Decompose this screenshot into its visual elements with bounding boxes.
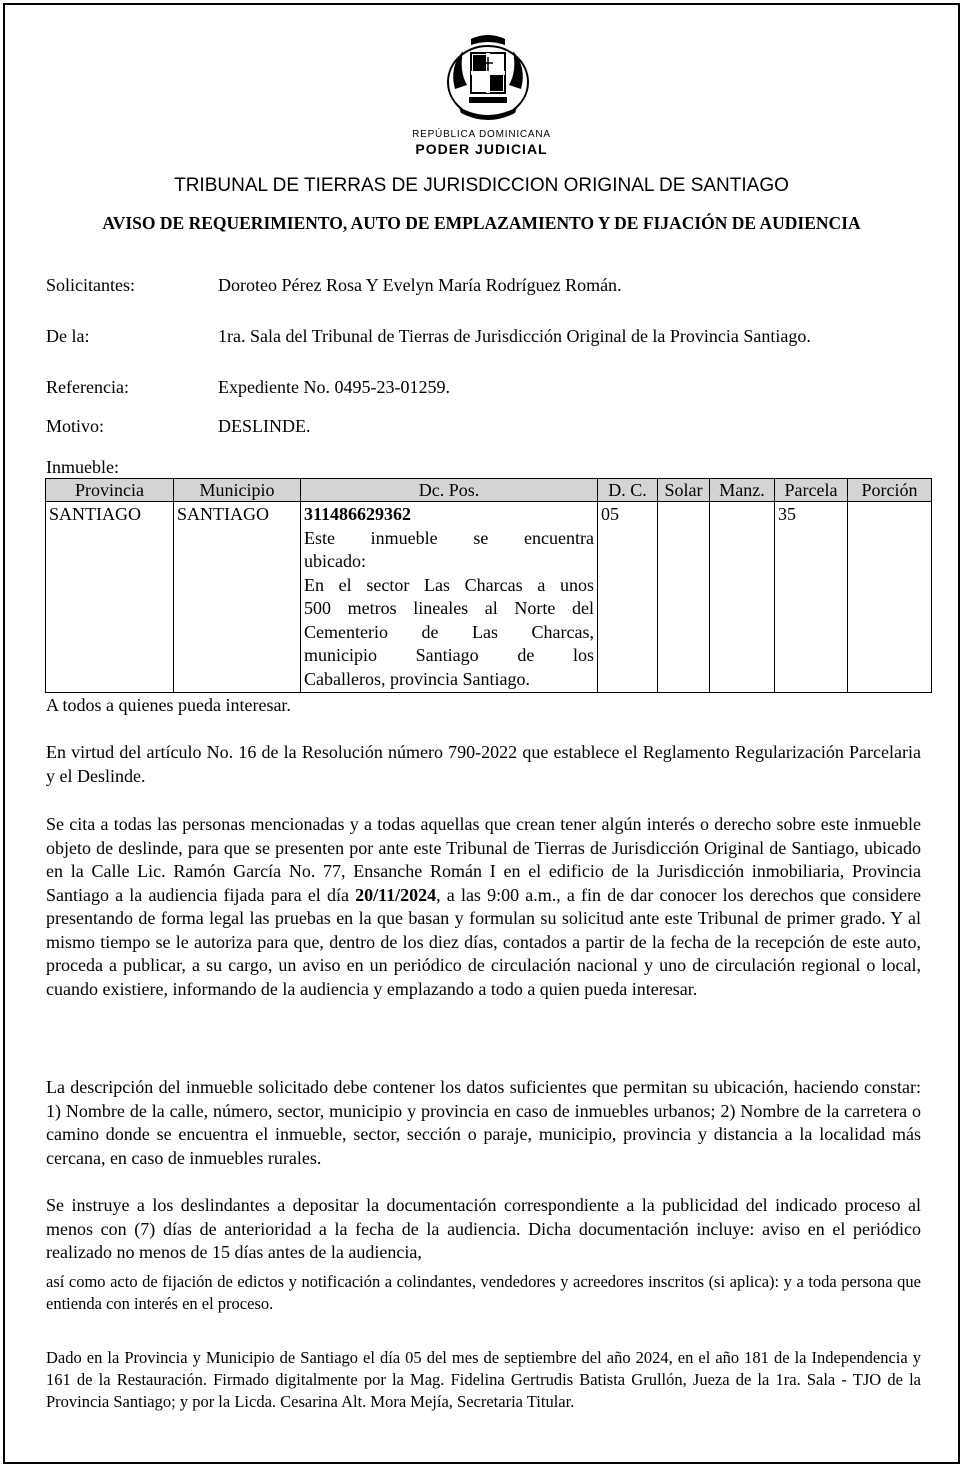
cell-manz xyxy=(710,502,775,693)
column-header: Porción xyxy=(848,479,932,502)
cell-provincia: SANTIAGO xyxy=(46,502,174,693)
cell-dc: 05 xyxy=(598,502,658,693)
field-label-de-la: De la: xyxy=(46,326,90,346)
column-header: Manz. xyxy=(710,479,775,502)
inmueble-table xyxy=(45,478,932,693)
column-header: Provincia xyxy=(46,479,174,502)
dc-pos-number: 311486629362 xyxy=(304,504,412,524)
column-header: Municipio xyxy=(174,479,301,502)
description-line: En el sector Las Charcas a unos xyxy=(304,574,594,595)
description-line: ubicado: xyxy=(304,551,366,571)
inmueble-label: Inmueble: xyxy=(46,457,119,477)
paragraph-citation xyxy=(46,813,921,1001)
column-header: Solar xyxy=(658,479,710,502)
column-header: D. C. xyxy=(598,479,658,502)
citation-text-end: , a las 9:00 a.m., a fin de dar conocer los derechos que considere presentando de forma legal las pruebas en la que basan y formulan su solicitud ante este Tribunal de primer grado. Y al mismo tiempo se le autoriza para que, dentro de los diez días, contados a partir de la fecha de la recepción de este auto, proceda a publicar, a su cargo, un aviso en un periódico de circulación nacional y uno de circulación regional o local, cuando existiere, informando de la audiencia y emplazando a todo a quien pueda interesar. xyxy=(46,884,922,999)
cell-municipio: SANTIAGO xyxy=(174,502,301,693)
notice-page xyxy=(3,3,960,1464)
cell-porcion xyxy=(848,502,932,693)
field-label-referencia: Referencia: xyxy=(46,377,129,397)
hearing-date: 20/11/2024 xyxy=(355,884,437,905)
tribunal-title: TRIBUNAL DE TIERRAS DE JURISDICCION ORIGINAL DE SANTIAGO xyxy=(174,175,789,196)
field-label-motivo: Motivo: xyxy=(46,416,105,436)
cell-dc-pos xyxy=(301,502,598,693)
cell-solar xyxy=(658,502,710,693)
field-value-motivo: DESLINDE. xyxy=(218,416,311,436)
description-line: Caballeros, provincia Santiago. xyxy=(304,668,530,689)
field-value-referencia: Expediente No. 0495-23-01259. xyxy=(218,377,450,397)
table-header-row xyxy=(46,479,932,502)
institution-name: PODER JUDICIAL xyxy=(415,141,548,157)
cell-parcela: 35 xyxy=(775,502,848,693)
paragraph-signature: Dado en la Provincia y Municipio de Santiago el día 05 del mes de septiembre del año 2024, en el año 181 de la Independencia y 161 de la Restauración. Firmado digitalmente por la Mag. Fidelina Gertrudis Batista Grullón, Jueza de la 1ra. Sala - TJO de la Provincia Santiago; y por la Licda. Cesarina Alt. Mora Mejía, Secretaria Titular. xyxy=(46,1348,921,1411)
notice-title: AVISO DE REQUERIMIENTO, AUTO DE EMPLAZAMIENTO Y DE FIJACIÓN DE AUDIENCIA xyxy=(102,213,861,233)
column-header: Parcela xyxy=(775,479,848,502)
paragraph-description-requirements: La descripción del inmueble solicitado debe contener los datos suficientes que permitan su ubicación, haciendo constar: 1) Nombre de la calle, número, sector, municipio y provincia en caso de inmuebles urbanos; 2) Nombre de la carretera o camino donde se encuentra el inmueble, sector, sección o paraje, municipio, provincia y distancia a la localidad más cercana, en caso de inmuebles rurales. xyxy=(46,1077,921,1168)
paragraph-instructions: Se instruye a los deslindantes a depositar la documentación correspondiente a la publicidad del indicado proceso al menos con (7) días de anterioridad a la fecha de la audiencia. Dicha documentación incluye: aviso en el periódico realizado no menos de 15 días antes de la audiencia, xyxy=(46,1195,921,1262)
description-line: Cementerio de Las Charcas, xyxy=(304,621,594,642)
description-line: municipio Santiago de los xyxy=(304,645,594,665)
description-line: Este inmueble se encuentra xyxy=(304,527,594,548)
country-name: REPÚBLICA DOMINICANA xyxy=(412,129,551,140)
paragraph-legal-basis: En virtud del artículo No. 16 de la Resolución número 790-2022 que establece el Reglamento Regularización Parcelaria y el Deslinde. xyxy=(46,742,921,786)
field-value-solicitantes: Doroteo Pérez Rosa Y Evelyn María Rodríguez Román. xyxy=(218,275,622,295)
column-header: Dc. Pos. xyxy=(301,479,598,502)
description-line: 500 metros lineales al Norte del xyxy=(304,598,594,618)
coat-of-arms-icon xyxy=(441,27,535,129)
table-row xyxy=(46,502,932,693)
greeting: A todos a quienes pueda interesar. xyxy=(46,695,291,715)
paragraph-instructions-continued: así como acto de fijación de edictos y notificación a colindantes, vendedores y acreedores inscritos (si aplica): y a toda persona que entienda con interés en el proceso. xyxy=(46,1272,921,1313)
citation-text-start: Se cita a todas las personas mencionadas y a todas aquellas que crean tener algún interés o derecho sobre este inmueble objeto de deslinde, para que se presenten por ante este Tribunal de Tierras de Jurisdicción Original de Santiago, ubicado en la Calle Lic. Ramón García No. 77, Ensanche Román I en el edificio de la Jurisdicción inmobiliaria, Provincia Santiago a la audiencia fijada para el día xyxy=(46,814,921,905)
field-value-de-la: 1ra. Sala del Tribunal de Tierras de Jurisdicción Original de la Provincia Santiago. xyxy=(218,326,811,346)
field-label-solicitantes: Solicitantes: xyxy=(46,275,135,295)
